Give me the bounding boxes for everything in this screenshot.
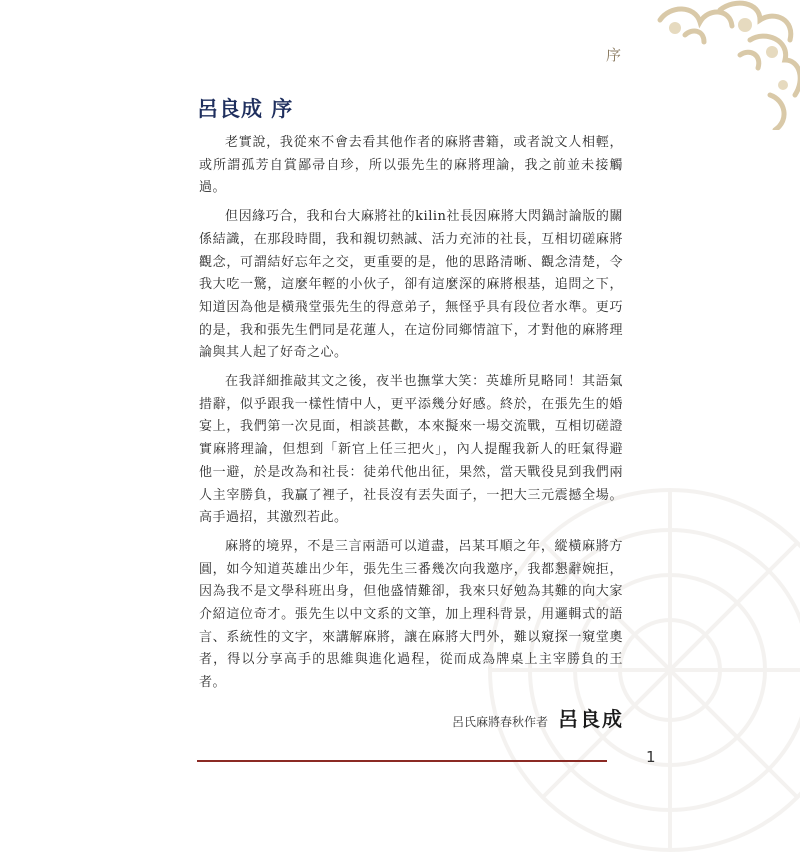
section-mark: 序 xyxy=(606,46,622,64)
page-number: 1 xyxy=(646,748,656,766)
cloud-ornament-icon xyxy=(600,0,800,130)
paragraph: 在我詳細推敲其文之後，夜半也撫掌大笑：英雄所見略同！其語氣措辭，似乎跟我一樣性情中人，更平添幾分好感。終於，在張先生的婚宴上，我們第一次見面，相談甚歡，本來擬來一場交流戰，互相切磋證實麻將理論，但想到「新官上任三把火」，內人提醒我新人的旺氣得避他一避，於是改為和社長：徒弟代他出征，果然，當天戰役見到我們兩人主宰勝負，我贏了裡子，社長沒有丟失面子，一把大三元震撼全場。高手過招，其激烈若此。 xyxy=(199,374,623,526)
footer-rule xyxy=(197,760,607,762)
signature xyxy=(394,703,624,732)
preface-body xyxy=(199,132,623,701)
paragraph: 麻將的境界，不是三言兩語可以道盡，呂某耳順之年，縱橫麻將方圓，如今知道英雄出少年，張先生三番幾次向我邀序，我都懇辭婉拒，因為我不是文學科班出身，但他盛情難卻，我來只好勉為其難的向大家介紹這位奇才。張先生以中文系的文筆，加上理科背景，用邏輯式的語言、系統性的文字，來講解麻將，讓在麻將大門外，難以窺探一窺堂奧者，得以分享高手的思維與進化過程，從而成為牌桌上主宰勝負的王者。 xyxy=(199,538,623,691)
paragraph: 但因緣巧合，我和台大麻將社的kilin社長因麻將大閃鍋討論版的關係結識，在那段時間，我和親切熱誠、活力充沛的社長，互相切磋麻將觀念，可謂結好忘年之交，更重要的是，他的思路清晰、觀念清楚，令我大吃一驚，這麼年輕的小伙子，卻有這麼深的麻將根基，追問之下，知道因為他是橫飛堂張先生的得意弟子，無怪乎具有段位者水準。更巧的是，我和張先生們同是花蓮人，在這份同鄉情誼下，才對他的麻將理論與其人起了好奇之心。 xyxy=(199,209,623,361)
paragraph: 老實說，我從來不會去看其他作者的麻將書籍，或者說文人相輕，或所謂孤芳自賞鄙帚自珍，所以張先生的麻將理論，我之前並未接觸過。 xyxy=(199,135,623,196)
signature-name: 呂良成 xyxy=(558,707,624,731)
page-title: 呂良成 序 xyxy=(197,96,294,121)
signature-role: 呂氏麻將春秋作者 xyxy=(451,715,548,729)
